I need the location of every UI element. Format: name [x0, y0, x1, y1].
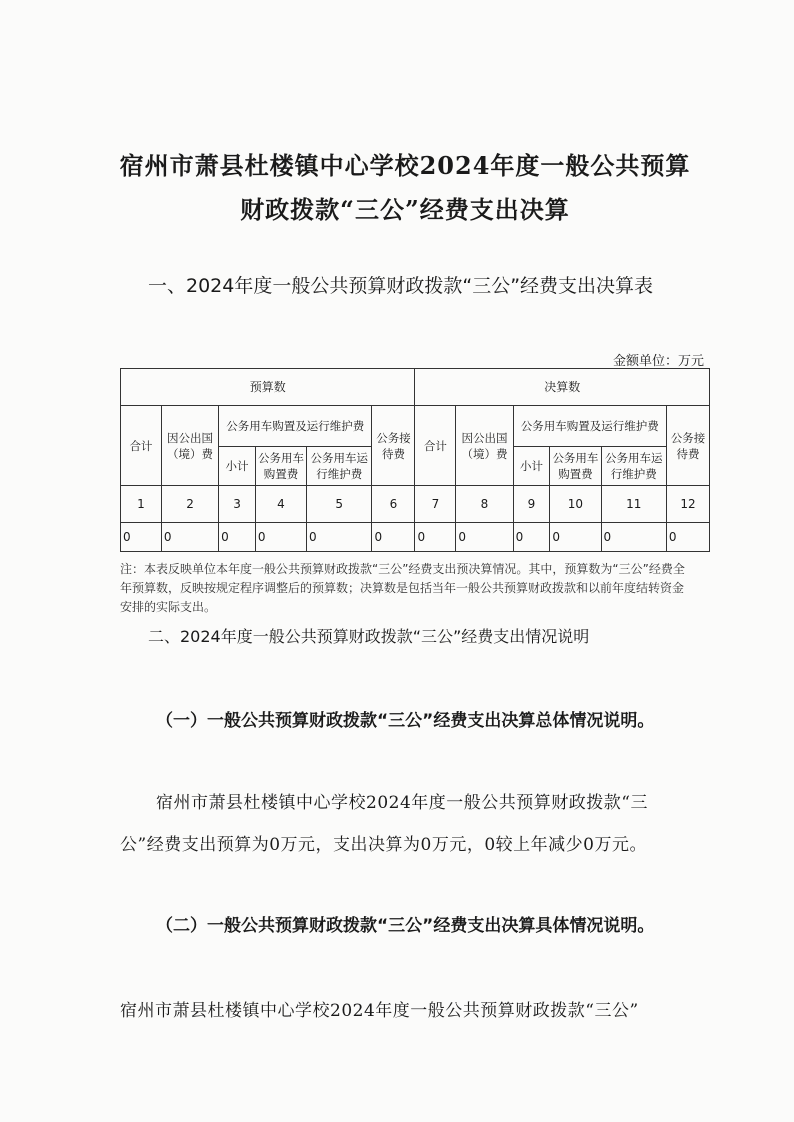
col-number: 7 [415, 486, 456, 523]
col-vehicle-header: 公务用车购置及运行维护费 [513, 406, 666, 447]
document-title-line1: 宿州市萧县杜楼镇中心学校2024年度一般公共预算 [119, 151, 691, 180]
col-total-header: 合计 [121, 406, 162, 486]
col-operation-header: 公务用车运行维护费 [601, 447, 666, 486]
value-cell: 0 [372, 523, 415, 552]
document-title-line2: 财政拨款“三公”经费支出决算 [240, 195, 570, 224]
col-number: 1 [121, 486, 162, 523]
value-cell: 0 [550, 523, 601, 552]
col-number: 4 [255, 486, 306, 523]
col-number: 8 [456, 486, 513, 523]
value-cell: 0 [219, 523, 256, 552]
col-vehicle-header: 公务用车购置及运行维护费 [219, 406, 372, 447]
col-number: 3 [219, 486, 256, 523]
col-reception-header: 公务接待费 [666, 406, 709, 486]
three-public-expense-table [120, 368, 710, 552]
group-final-header: 决算数 [415, 369, 710, 406]
section1-heading: 一、2024年度一般公共预算财政拨款“三公”经费支出决算表 [148, 275, 654, 297]
col-number: 12 [666, 486, 709, 523]
col-number: 6 [372, 486, 415, 523]
col-number: 2 [161, 486, 218, 523]
col-number: 10 [550, 486, 601, 523]
value-cell: 0 [255, 523, 306, 552]
col-purchase-header: 公务用车购置费 [550, 447, 601, 486]
value-cell: 0 [307, 523, 372, 552]
value-cell: 0 [601, 523, 666, 552]
value-cell: 0 [456, 523, 513, 552]
col-number: 5 [307, 486, 372, 523]
col-purchase-header: 公务用车购置费 [255, 447, 306, 486]
section2-heading: 二、2024年度一般公共预算财政拨款“三公”经费支出情况说明 [148, 627, 590, 646]
value-cell: 0 [161, 523, 218, 552]
subsection2-heading: （二）一般公共预算财政拨款“三公”经费支出决算具体情况说明。 [156, 916, 655, 936]
group-budget-header: 预算数 [121, 369, 415, 406]
col-subtotal-header: 小计 [219, 447, 256, 486]
value-cell: 0 [121, 523, 162, 552]
col-reception-header: 公务接待费 [372, 406, 415, 486]
col-abroad-header: 因公出国（境）费 [161, 406, 218, 486]
amount-unit-label: 金额单位：万元 [612, 354, 704, 369]
col-number: 9 [513, 486, 550, 523]
col-operation-header: 公务用车运行维护费 [307, 447, 372, 486]
subsection2-body: 宿州市萧县杜楼镇中心学校2024年度一般公共预算财政拨款“三公” [120, 1001, 639, 1021]
col-number: 11 [601, 486, 666, 523]
col-total-header: 合计 [415, 406, 456, 486]
subsection1-heading: （一）一般公共预算财政拨款“三公”经费支出决算总体情况说明。 [156, 711, 655, 731]
value-cell: 0 [415, 523, 456, 552]
value-cell: 0 [513, 523, 550, 552]
table-note: 注：本表反映单位本年度一般公共预算财政拨款“三公”经费支出预决算情况。其中，预算数为“三公”经费全年预算数，反映按规定程序调整后的预算数；决算数是包括当年一般公共预算财政拨款和以前年度结转资金安排的实际支出。 [120, 562, 685, 614]
col-subtotal-header: 小计 [513, 447, 550, 486]
col-abroad-header: 因公出国（境）费 [456, 406, 513, 486]
subsection1-body: 宿州市萧县杜楼镇中心学校2024年度一般公共预算财政拨款“三公”经费支出预算为0万元，支出决算为0万元，0较上年减少0万元。 [120, 793, 648, 855]
value-cell: 0 [666, 523, 709, 552]
